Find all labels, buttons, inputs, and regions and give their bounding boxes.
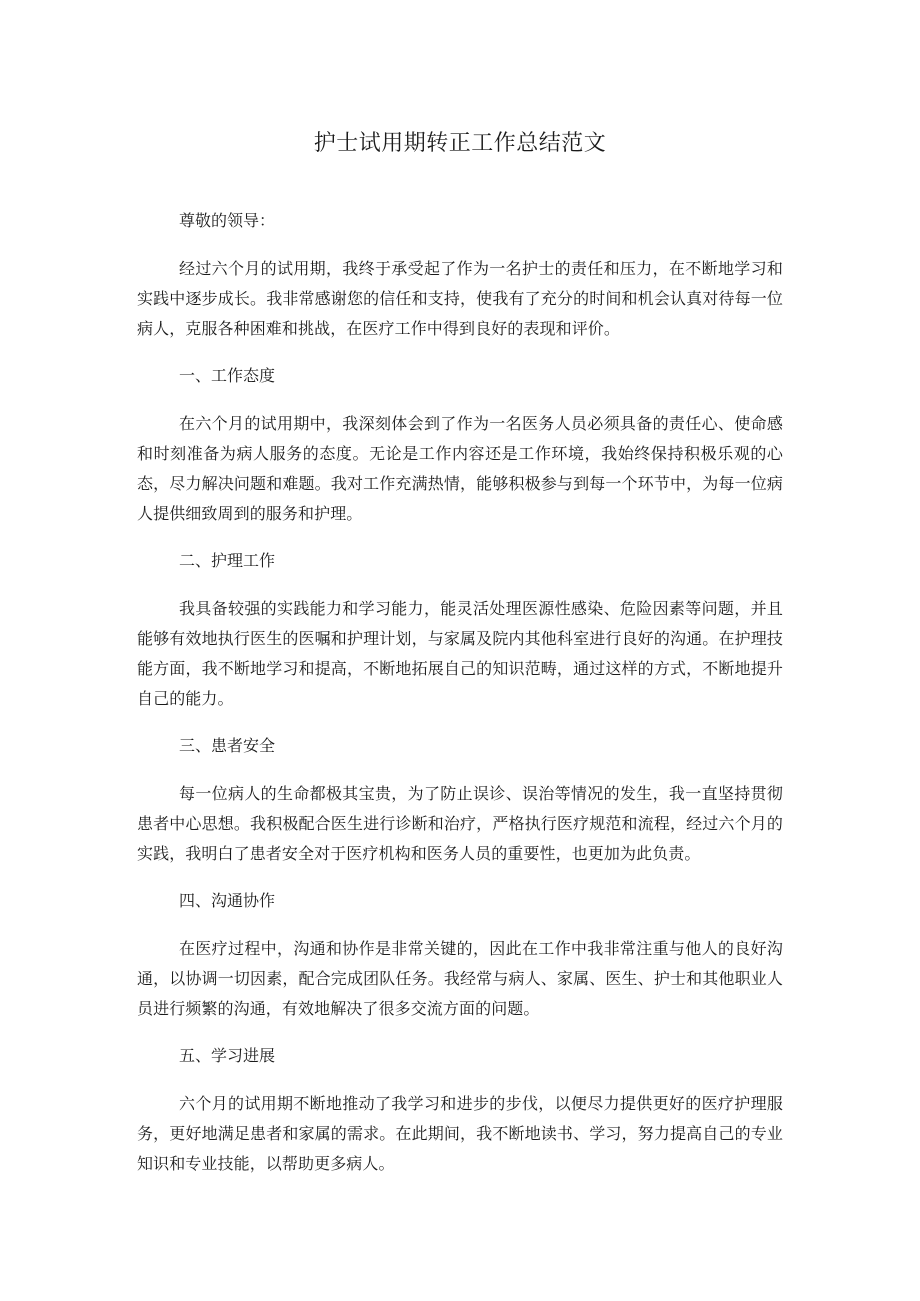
section-heading: 四、沟通协作	[179, 891, 276, 910]
section-learning-progress	[137, 1042, 783, 1179]
section-heading: 五、学习进展	[179, 1046, 276, 1065]
section-work-attitude	[137, 362, 783, 529]
salutation: 尊敬的领导：	[179, 211, 276, 230]
document-body	[137, 207, 783, 1197]
section-heading: 三、患者安全	[179, 736, 276, 755]
section-paragraph: 在六个月的试用期中，我深刻体会到了作为一名医务人员必须具备的责任心、使命感和时刻准备为病人服务的态度。无论是工作内容还是工作环境，我始终保持积极乐观的心态，尽力解决问题和难题。我对工作充满热情，能够积极参与到每一个环节中，为每一位病人提供细致周到的服务和护理。	[137, 414, 783, 523]
section-nursing-work	[137, 547, 783, 714]
section-paragraph: 在医疗过程中，沟通和协作是非常关键的，因此在工作中我非常注重与他人的良好沟通，以协调一切因素，配合完成团队任务。我经常与病人、家属、医生、护士和其他职业人员进行频繁的沟通，有效地解决了很多交流方面的问题。	[137, 939, 783, 1018]
section-heading: 一、工作态度	[179, 366, 276, 385]
section-heading: 二、护理工作	[179, 551, 276, 570]
section-paragraph: 每一位病人的生命都极其宝贵，为了防止误诊、误治等情况的发生，我一直坚持贯彻患者中心思想。我积极配合医生进行诊断和治疗，严格执行医疗规范和流程，经过六个月的实践，我明白了患者安全对于医疗机构和医务人员的重要性，也更加为此负责。	[137, 784, 783, 863]
document-title: 护士试用期转正工作总结范文	[313, 131, 607, 156]
section-patient-safety	[137, 732, 783, 869]
section-paragraph: 我具备较强的实践能力和学习能力，能灵活处理医源性感染、危险因素等问题，并且能够有效地执行医生的医嘱和护理计划，与家属及院内其他科室进行良好的沟通。在护理技能方面，我不断地学习和提高，不断地拓展自己的知识范畴，通过这样的方式，不断地提升自己的能力。	[137, 599, 783, 708]
section-paragraph: 六个月的试用期不断地推动了我学习和进步的步伐，以便尽力提供更好的医疗护理服务，更好地满足患者和家属的需求。在此期间，我不断地读书、学习，努力提高自己的专业知识和专业技能，以帮助更多病人。	[137, 1094, 783, 1173]
section-communication	[137, 887, 783, 1024]
intro-paragraph: 经过六个月的试用期，我终于承受起了作为一名护士的责任和压力，在不断地学习和实践中逐步成长。我非常感谢您的信任和支持，使我有了充分的时间和机会认真对待每一位病人，克服各种困难和挑战，在医疗工作中得到良好的表现和评价。	[137, 259, 783, 338]
